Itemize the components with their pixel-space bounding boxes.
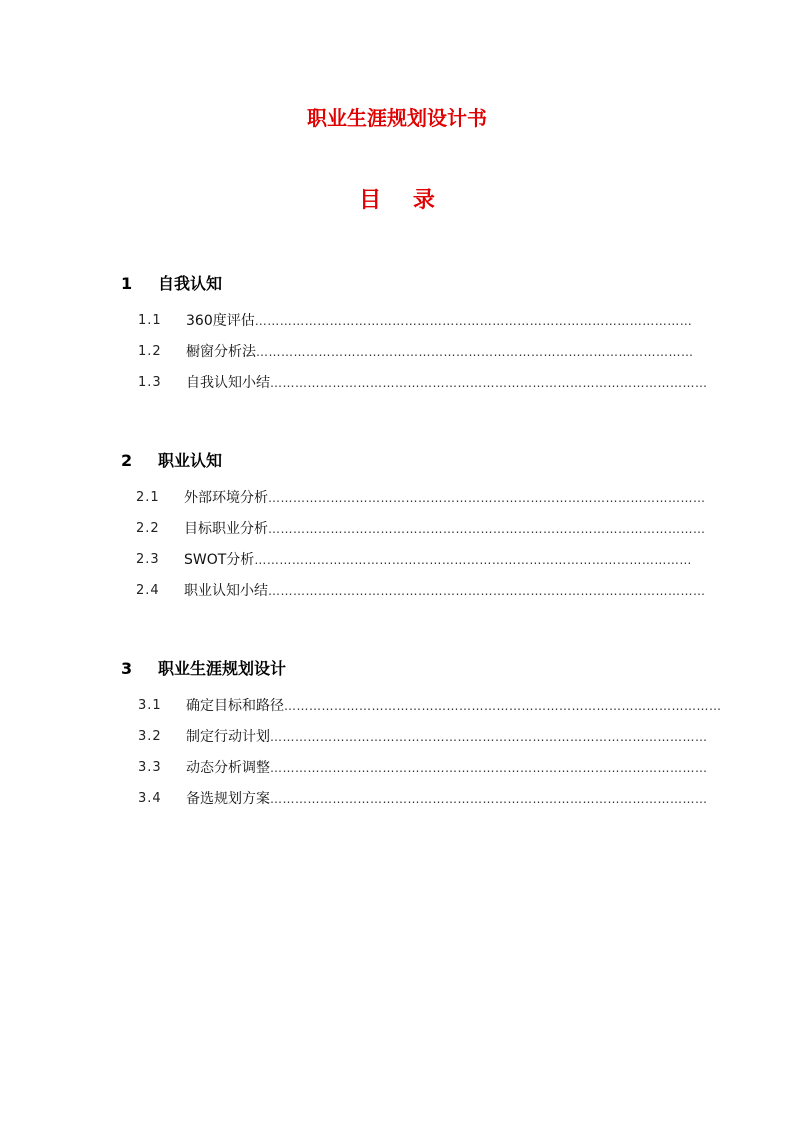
entry-title: 橱窗分析法: [186, 344, 256, 360]
entry-title: 自我认知小结: [186, 375, 270, 391]
entry-number: 1.1: [138, 313, 162, 328]
entry-number: 2.4: [136, 583, 160, 598]
toc-entry[interactable]: [0, 753, 794, 784]
section-title: 职业认知: [158, 451, 223, 470]
section-heading: [0, 271, 794, 297]
toc-entries: [0, 691, 794, 815]
dot-leader: ……………………………………………………………………………………………: [284, 699, 722, 713]
entry-title: 职业认知小结: [184, 583, 268, 599]
toc-section-2: [0, 448, 794, 607]
toc-entry[interactable]: [0, 576, 794, 607]
entry-title: 动态分析调整: [186, 760, 270, 776]
entry-title: 360度评估: [186, 313, 255, 329]
toc-entry[interactable]: [0, 368, 794, 399]
section-title: 自我认知: [158, 274, 223, 293]
toc-entry[interactable]: [0, 722, 794, 753]
dot-leader: ……………………………………………………………………………………………: [270, 761, 708, 775]
toc-entry[interactable]: [0, 337, 794, 368]
section-number: 3: [121, 659, 133, 678]
section-title: 职业生涯规划设计: [158, 659, 287, 678]
dot-leader: ……………………………………………………………………………………………: [254, 314, 693, 328]
toc-entry[interactable]: [0, 306, 794, 337]
dot-leader: ……………………………………………………………………………………………: [254, 553, 692, 567]
toc-entry[interactable]: [0, 545, 794, 576]
toc-section-1: [0, 271, 794, 399]
toc-entries: [0, 483, 794, 607]
section-number: 1: [121, 274, 133, 293]
entry-number: 3.1: [138, 698, 162, 713]
entry-number: 1.2: [138, 344, 162, 359]
toc-entry[interactable]: [0, 691, 794, 722]
toc-entry[interactable]: [0, 514, 794, 545]
toc-entry[interactable]: [0, 483, 794, 514]
entry-title: SWOT分析: [184, 552, 255, 568]
toc-heading: 目 录: [359, 188, 447, 213]
toc-section-3: [0, 656, 794, 815]
entry-number: 2.3: [136, 552, 160, 567]
entry-number: 3.4: [138, 791, 162, 806]
document-title: 职业生涯规划设计书: [307, 106, 487, 130]
dot-leader: ……………………………………………………………………………………………: [270, 792, 708, 806]
section-heading: [0, 656, 794, 682]
section-heading: [0, 448, 794, 474]
section-number: 2: [121, 451, 133, 470]
dot-leader: ……………………………………………………………………………………………: [270, 376, 708, 390]
entry-title: 目标职业分析: [184, 521, 268, 537]
dot-leader: ……………………………………………………………………………………………: [268, 584, 706, 598]
entry-number: 3.3: [138, 760, 162, 775]
dot-leader: ……………………………………………………………………………………………: [270, 730, 708, 744]
dot-leader: ……………………………………………………………………………………………: [268, 522, 706, 536]
entry-title: 外部环境分析: [184, 490, 268, 506]
entry-number: 3.2: [138, 729, 162, 744]
entry-number: 2.1: [136, 490, 160, 505]
entry-title: 制定行动计划: [186, 729, 270, 745]
dot-leader: ……………………………………………………………………………………………: [268, 491, 706, 505]
dot-leader: ……………………………………………………………………………………………: [256, 345, 694, 359]
entry-title: 确定目标和路径: [186, 698, 284, 714]
entry-number: 1.3: [138, 375, 162, 390]
entry-title: 备选规划方案: [186, 791, 270, 807]
toc-entry[interactable]: [0, 784, 794, 815]
entry-number: 2.2: [136, 521, 160, 536]
toc-entries: [0, 306, 794, 399]
